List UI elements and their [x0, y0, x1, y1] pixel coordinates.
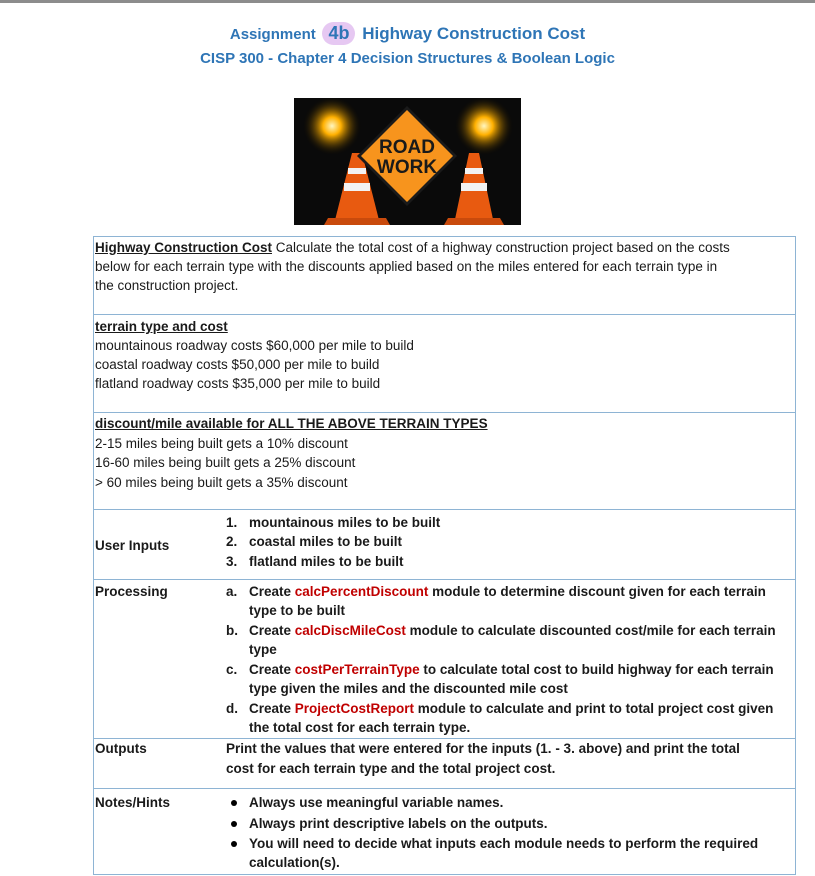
processing-step-d [249, 699, 773, 719]
input-item: mountainous miles to be built [249, 515, 441, 530]
outputs-label: Outputs [95, 741, 147, 756]
outputs-line-2: cost for each terrain type and the total project cost. [226, 761, 556, 776]
step-text: module to calculate and print to total project cost given [414, 701, 774, 716]
table-divider [93, 509, 796, 510]
discount-item: 16-60 miles being built gets a 25% discount [95, 455, 356, 470]
note-item: Always print descriptive labels on the outputs. [249, 816, 548, 831]
note-item: Always use meaningful variable names. [249, 795, 504, 810]
intro-line-1 [95, 238, 730, 258]
intro-line-3: the construction project. [95, 278, 239, 293]
input-number: 2. [226, 534, 238, 549]
terrain-item: flatland roadway costs $35,000 per mile to build [95, 376, 381, 391]
module-name: costPerTerrainType [294, 662, 420, 677]
input-number: 1. [226, 515, 238, 530]
user-inputs-label: User Inputs [95, 538, 170, 553]
step-letter: d. [226, 701, 238, 716]
assignment-title: Highway Construction Cost [362, 24, 586, 43]
top-rule [0, 0, 815, 3]
bullet-icon [231, 800, 237, 806]
page-title [0, 22, 815, 45]
step-text: module to calculate discounted cost/mile for each terrain [405, 623, 776, 638]
assignment-word: Assignment [229, 26, 316, 43]
sign-text-road: ROAD [379, 137, 435, 158]
processing-step-b-cont: type [249, 642, 277, 657]
note-item-cont: calculation(s). [249, 855, 340, 870]
step-letter: a. [226, 584, 238, 599]
module-name: ProjectCostReport [294, 701, 415, 716]
table-border-left [93, 236, 94, 875]
intro-heading: Highway Construction Cost [95, 240, 273, 255]
processing-label: Processing [95, 584, 168, 599]
processing-step-b [249, 621, 776, 641]
step-text: module to determine discount given for each terrain [428, 584, 766, 599]
road-work-image [294, 98, 521, 225]
input-number: 3. [226, 554, 238, 569]
processing-step-c [249, 660, 774, 680]
table-border-top [93, 236, 796, 237]
step-letter: c. [226, 662, 238, 677]
step-text: Create [249, 662, 295, 677]
table-divider [93, 579, 796, 580]
step-text: to calculate total cost to build highway for each terrain [419, 662, 774, 677]
discount-heading: discount/mile available for ALL THE ABOVE TERRAIN TYPES [95, 416, 488, 431]
notes-label: Notes/Hints [95, 795, 171, 810]
table-divider [93, 788, 796, 789]
assignment-number-badge: 4b [322, 22, 355, 45]
processing-step-d-cont: the total cost for each terrain type. [249, 720, 471, 735]
terrain-item: mountainous roadway costs $60,000 per mile to build [95, 338, 414, 353]
table-border-bottom [93, 874, 796, 875]
bullet-icon [231, 841, 237, 847]
table-divider [93, 314, 796, 315]
discount-item: 2-15 miles being built gets a 10% discount [95, 436, 348, 451]
processing-step-c-cont: type given the miles and the discounted mile cost [249, 681, 568, 696]
discount-item: > 60 miles being built gets a 35% discount [95, 475, 348, 490]
input-item: coastal miles to be built [249, 534, 403, 549]
warning-light-right [454, 98, 514, 156]
table-divider [93, 412, 796, 413]
course-subtitle: CISP 300 - Chapter 4 Decision Structures & Boolean Logic [200, 50, 615, 67]
step-text: Create [249, 701, 295, 716]
note-item: You will need to decide what inputs each module needs to perform the required [249, 836, 759, 851]
warning-light-left [302, 98, 362, 156]
terrain-item: coastal roadway costs $50,000 per mile to build [95, 357, 380, 372]
terrain-heading: terrain type and cost [95, 319, 228, 334]
module-name: calcPercentDiscount [294, 584, 429, 599]
step-letter: b. [226, 623, 238, 638]
table-border-right [795, 236, 796, 875]
bullet-icon [231, 821, 237, 827]
input-item: flatland miles to be built [249, 554, 404, 569]
step-text: Create [249, 623, 295, 638]
intro-line-2: below for each terrain type with the discounts applied based on the miles entered for each terrain type in [95, 259, 718, 274]
step-text: Create [249, 584, 295, 599]
module-name: calcDiscMileCost [294, 623, 406, 638]
processing-step-a [249, 582, 766, 602]
sign-text-work: WORK [376, 157, 438, 178]
processing-step-a-cont: type to be built [249, 603, 345, 618]
outputs-line-1: Print the values that were entered for the inputs (1. - 3. above) and print the total [226, 741, 740, 756]
intro-text: Calculate the total cost of a highway construction project based on the costs [272, 240, 730, 255]
